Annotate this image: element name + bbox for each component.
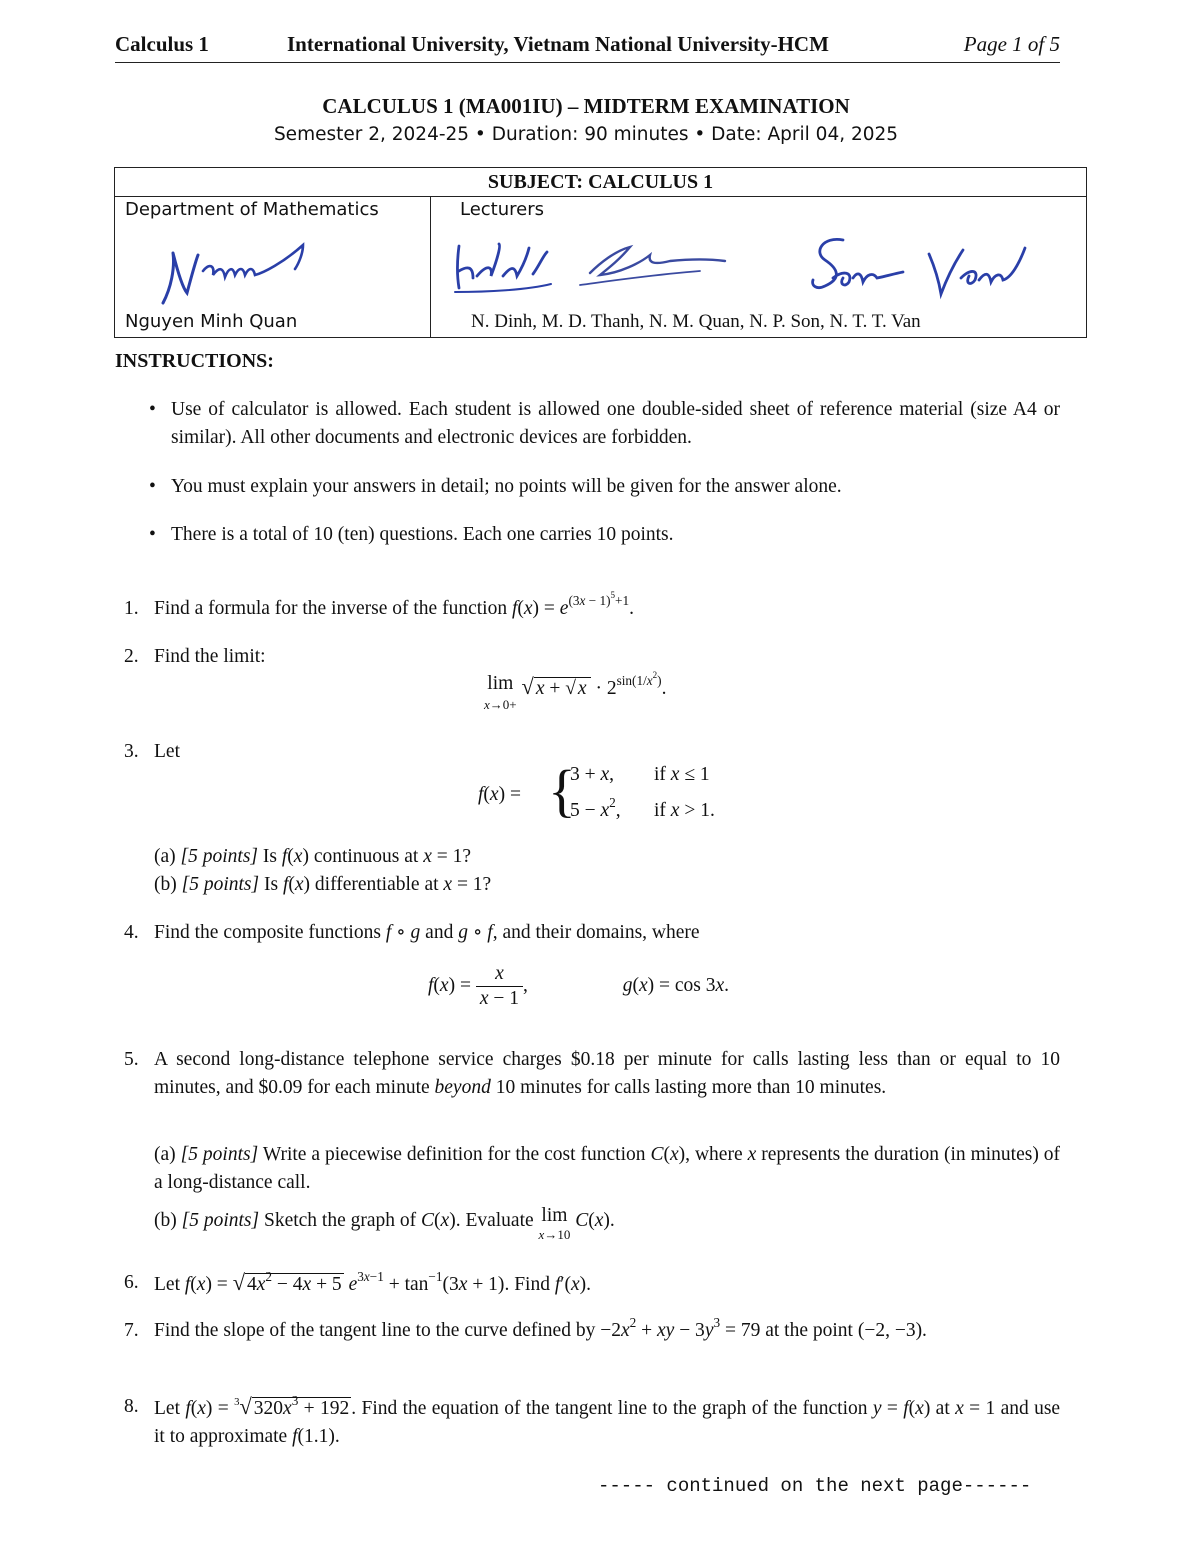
composite-functions-formula: f(x) = $\frac{x}{x - 1}$ , g(x) = cos 3x. (428, 963, 730, 1009)
bullet-icon: • (149, 399, 156, 420)
signature-lecturer-son (803, 228, 913, 308)
question-2 (124, 643, 1060, 671)
question-1 (124, 589, 1060, 623)
bullet-icon: • (149, 524, 156, 545)
continued-note: ----- continued on the next page------ (598, 1475, 1032, 1497)
question-number: 4. (124, 922, 139, 943)
question-5-part-b: (b) [5 points] Sketch the graph of C(x). Evaluate lim x→10 C(x). (154, 1205, 615, 1242)
exam-title: CALCULUS 1 (MA001IU) – MIDTERM EXAMINATION (322, 94, 850, 118)
question-3 (124, 738, 1060, 766)
case-condition: if (654, 764, 666, 785)
question-7: 7. Find the slope of the tangent line to the curve defined by $-2x^2$ + xy − $3y^3 = 79$ at the point (−2, −3). (124, 1317, 1060, 1345)
question-number: 2. (124, 646, 139, 667)
instruction-text: You must explain your answers in detail; no points will be given for the answer alone. (171, 476, 842, 497)
question-5: 5. A second long-distance telephone service charges $0.18 per minute for calls lasting less than or equal to 10 minutes, and $0.09 for each minute beyond 10 minutes for calls lasting more than 10 minutes. (124, 1046, 1060, 1102)
instruction-item (149, 521, 1060, 549)
department-label: Department of Mathematics (125, 199, 379, 220)
question-number: 7. (124, 1320, 139, 1341)
question-number: 6. (124, 1272, 139, 1293)
signature-department (153, 233, 333, 308)
question-text: Let (154, 741, 180, 762)
header-university: International University, Vietnam National University-HCM (287, 32, 829, 56)
question-4: 4. Find the composite functions f ∘ g and g ∘ f, and their domains, where (124, 919, 1060, 947)
instructions-heading: INSTRUCTIONS: (115, 350, 274, 372)
question-3-part-b: (b) [5 points] Is f(x) differentiable at x = 1? (154, 874, 492, 895)
signature-lecturer-van (915, 228, 1035, 308)
header-page-number: Page 1 of 5 (963, 32, 1060, 56)
signature-lecturer-dinh (447, 226, 577, 301)
instruction-text: Use of calculator is allowed. Each student is allowed one double-sided sheet of reference material (size A4 or similar). All other documents and electronic devices are forbidden. (171, 399, 1060, 448)
instruction-text: There is a total of 10 (ten) questions. Each one carries 10 points. (171, 524, 674, 545)
running-head (115, 30, 1060, 63)
question-number: 8. (124, 1396, 139, 1417)
question-5-part-a: (a) [5 points] Write a piecewise definition for the cost function C(x), where x represents the duration (in minutes) of a long-distance call. (154, 1144, 1061, 1193)
department-head-name: Nguyen Minh Quan (125, 311, 298, 332)
limit-formula: lim x→0+ √ x + √ $x \cdot 2^{sin(1/x^2)}$. (484, 669, 667, 712)
table-divider (430, 196, 431, 337)
instruction-item (149, 473, 1060, 501)
signature-lecturer-thanh (570, 233, 740, 293)
subject-table (114, 167, 1087, 338)
question-6: 6. Let f(x) = √ $4x^2 - 4x + 5$ $e^{3x-1} + \tan^{-1}(3x + 1)$. Find f′(x). (124, 1268, 592, 1295)
question-number: 3. (124, 741, 139, 762)
subject-title: SUBJECT: CALCULUS 1 (115, 168, 1086, 197)
lecturers-names: N. Dinh, M. D. Thanh, N. M. Quan, N. P. Son, N. T. T. Van (471, 311, 921, 332)
header-course: Calculus 1 (115, 32, 209, 56)
case-condition: if (654, 800, 666, 821)
question-text: Find a formula for the inverse of the function (154, 598, 508, 619)
formula: $f(x) = e^{(3x - 1)^5+1}$. (511, 589, 634, 619)
bullet-icon: • (149, 476, 156, 497)
question-text: Find the limit: (154, 646, 266, 667)
question-3-part-a: (a) [5 points] Is f(x) continuous at x = 1? (154, 846, 472, 867)
exam-subtitle: Semester 2, 2024-25 • Duration: 90 minutes • Date: April 04, 2025 (273, 124, 899, 145)
instruction-item (149, 396, 1060, 452)
question-number: 1. (124, 598, 139, 619)
question-8: 8. Let f(x) = $^3$√ $320x^3 + 192$ . Find the equation of the tangent line to the graph of the function y = f(x) at x = 1 and use it to approximate f(1.1). (124, 1392, 1061, 1447)
lecturers-label: Lecturers (460, 199, 545, 220)
question-number: 5. (124, 1049, 139, 1070)
